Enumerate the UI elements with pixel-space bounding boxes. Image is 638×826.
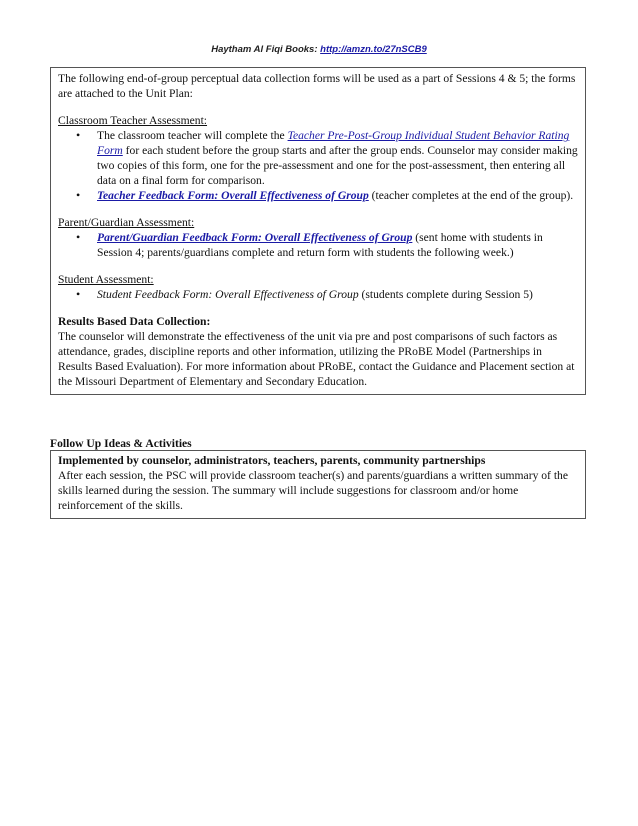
bullet-icon: •	[76, 287, 81, 301]
followup-title: Follow Up Ideas & Activities	[50, 437, 192, 450]
bullet-icon: •	[76, 230, 81, 244]
followup-heading: Implemented by counselor, administrators, teachers, parents, community partnerships	[58, 454, 486, 467]
results-text: The counselor will demonstrate the effectiveness of the unit via pre and post comparisons of such factors as attendance, grades, discipline reports and other information, utilizing the PRoBE Model (Partnerships in Results Based Evaluation). For more information about PRoBE, contact the Guidance and Placement section at the Missouri Department of Elementary and Secondary Education.	[58, 330, 575, 388]
parent-assessment-heading: Parent/Guardian Assessment:	[58, 216, 195, 229]
student-feedback-form-title: Student Feedback Form: Overall Effectiveness of Group	[97, 288, 359, 301]
teacher-feedback-form-link[interactable]: Teacher Feedback Form: Overall Effectiveness of Group	[97, 189, 369, 202]
list-item	[58, 188, 578, 203]
student-assessment-heading: Student Assessment:	[58, 273, 154, 286]
results-heading: Results Based Data Collection:	[58, 315, 211, 328]
followup-text: After each session, the PSC will provide classroom teacher(s) and parents/guardians a written summary of the skills learned during the session. The summary will include suggestions for classroom and/or home reinforcement of the skills.	[58, 469, 568, 512]
list-item-text: The classroom teacher will complete the	[97, 129, 288, 142]
list-item-text: for each student before the group starts and after the group ends. Counselor may consider making two copies of this form, one for the pre-assessment and one for the post-assessment, then entering all data on a final form for comparison.	[97, 144, 578, 187]
bullet-icon: •	[76, 188, 81, 202]
page-header	[0, 44, 638, 55]
list-item	[58, 128, 578, 188]
list-item-text: (students complete during Session 5)	[358, 288, 533, 301]
parent-assessment-list	[58, 230, 578, 260]
list-item-text: (sent home with students in Session 4; parents/guardians complete and return form with students the following week.)	[97, 231, 543, 259]
assessment-box	[50, 67, 586, 395]
list-item-text: (teacher completes at the end of the group).	[368, 189, 574, 202]
teacher-assessment-heading: Classroom Teacher Assessment:	[58, 114, 208, 127]
header-prefix: Haytham Al Fiqi Books:	[211, 44, 321, 55]
teacher-rating-form-link[interactable]: Teacher Pre-Post-Group Individual Student Behavior Rating Form	[97, 129, 570, 157]
list-item	[58, 287, 578, 302]
followup-box	[50, 450, 586, 519]
parent-feedback-form-link[interactable]: Parent/Guardian Feedback Form: Overall Effectiveness of Group	[97, 231, 413, 244]
bullet-icon: •	[76, 128, 81, 142]
teacher-assessment-list	[58, 128, 578, 203]
list-item	[58, 230, 578, 260]
header-link[interactable]: http://amzn.to/27nSCB9	[320, 44, 427, 55]
student-assessment-list	[58, 287, 578, 302]
intro-text: The following end-of-group perceptual data collection forms will be used as a part of Sessions 4 & 5; the forms are attached to the Unit Plan:	[58, 72, 576, 100]
